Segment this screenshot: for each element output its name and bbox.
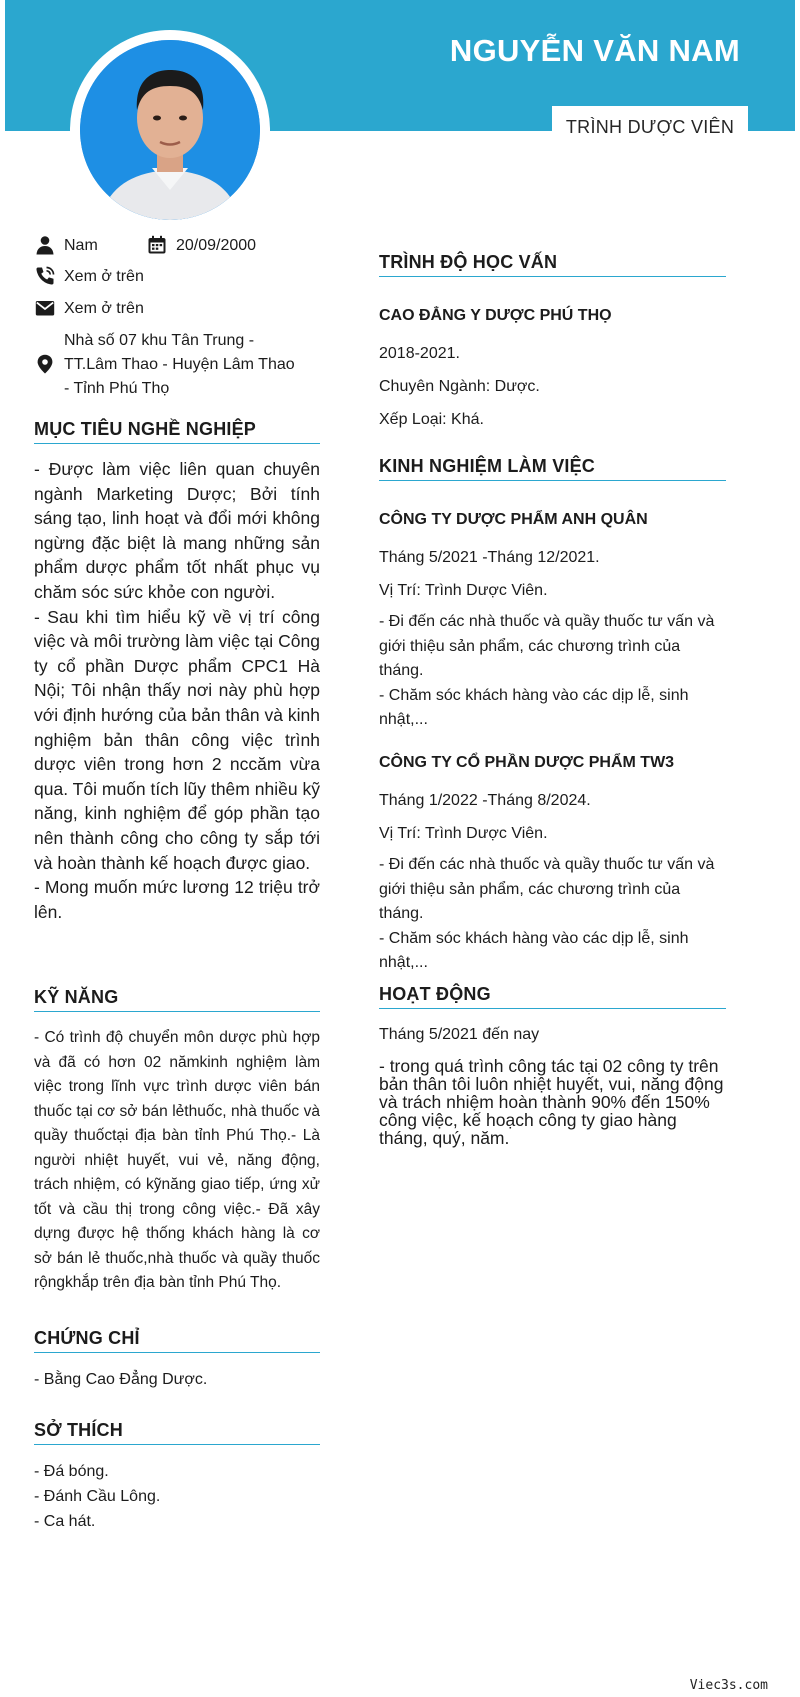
hobby-list <box>34 1459 160 1534</box>
experience-divider <box>379 480 726 481</box>
position-label: TRÌNH DƯỢC VIÊN <box>552 106 748 149</box>
job-role: Vị Trí: Trình Dược Viên. <box>379 582 548 599</box>
phone-value: Xem ở trên <box>64 268 144 285</box>
activities-period: Tháng 5/2021 đến nay <box>379 1026 540 1043</box>
job-duty: - Chăm sóc khách hàng vào các dịp lễ, sinh nhật,... <box>379 686 689 728</box>
hobbies-divider <box>34 1444 320 1445</box>
phone-icon <box>34 265 56 287</box>
birthdate-row <box>146 234 256 258</box>
email-value: Xem ở trên <box>64 300 144 317</box>
skills-text: - Có trình độ chuyển môn dược phù hợp và đã có hơn 02 nămkinh nghiệm làm việc trong lĩnh vực trình dược viên bán thuốc tại cơ sở bán lẻthuốc, nhà thuốc và quầy thuốctại địa bàn tỉnh Phú Thọ.- Là người nhiệt huyết, vui vẻ, năng động, trách nhiệm, có kỹnăng giao tiếp, ứng xử tốt và cầu thị trong công việc.- Đã xây dựng được hệ thống khách hàng là cơ sở bán lẻ thuốc,nhà thuốc và quầy thuốc rộngkhắp trên địa bàn tỉnh Phú Thọ. <box>34 1029 320 1291</box>
email-row <box>34 297 144 321</box>
job-role: Vị Trí: Trình Dược Viên. <box>379 825 548 842</box>
job-period: Tháng 5/2021 -Tháng 12/2021. <box>379 549 600 566</box>
calendar-icon <box>146 234 168 256</box>
job-company: CÔNG TY CỔ PHẦN DƯỢC PHẨM TW3 <box>379 754 675 771</box>
avatar <box>80 40 260 220</box>
education-rank: Xếp Loại: Khá. <box>379 411 484 428</box>
job-duty: - Chăm sóc khách hàng vào các dịp lễ, sinh nhật,... <box>379 929 689 971</box>
job-company: CÔNG TY DƯỢC PHẨM ANH QUÂN <box>379 511 648 528</box>
address-line: TT.Lâm Thao - Huyện Lâm Thao <box>64 356 295 373</box>
candidate-name: NGUYỄN VĂN NAM <box>449 33 740 68</box>
job-duties <box>379 610 726 733</box>
hobby-item: - Đá bóng. <box>34 1463 109 1480</box>
email-icon <box>34 297 56 319</box>
hobby-item: - Ca hát. <box>34 1513 96 1530</box>
education-divider <box>379 276 726 277</box>
person-icon <box>34 234 56 256</box>
education-period: 2018-2021. <box>379 345 460 362</box>
watermark: Viec3s.com <box>689 1678 768 1693</box>
certificates-divider <box>34 1352 320 1353</box>
birthdate-value: 20/09/2000 <box>176 237 257 254</box>
location-icon <box>34 353 56 375</box>
hobby-item: - Đánh Cầu Lông. <box>34 1488 161 1505</box>
certificate-item: - Bằng Cao Đẳng Dược. <box>34 1371 208 1388</box>
skills-divider <box>34 1011 320 1012</box>
job-duties <box>379 853 726 976</box>
address-row <box>34 329 295 401</box>
education-school: CAO ĐẲNG Y DƯỢC PHÚ THỌ <box>379 307 612 324</box>
objective-title: MỤC TIÊU NGHỀ NGHIỆP <box>34 419 257 439</box>
hobbies-title: SỞ THÍCH <box>34 1420 123 1440</box>
objective-paragraph: - Được làm việc liên quan chuyên ngành Marketing Dược; Bởi tính sáng tạo, linh hoạt và đổi mới không ngừng đặc biệt là mang những sản phẩm dược phẩm tốt nhất phục vụ chăm sóc sức khỏe con người. <box>34 459 320 602</box>
activities-divider <box>379 1008 726 1009</box>
activities-text: - trong quá trình công tác tại 02 công ty trên bản thân tôi luôn nhiệt huyết, vui, năng động và trách nhiệm hoàn thành 90% đến 150% công việc, kế hoạch công ty giao hàng tháng, quý, năm. <box>379 1056 724 1148</box>
avatar-photo <box>80 40 260 220</box>
address-line: Nhà số 07 khu Tân Trung - <box>64 332 255 349</box>
education-major: Chuyên Ngành: Dược. <box>379 378 540 395</box>
skills-title: KỸ NĂNG <box>34 987 119 1007</box>
activities-title: HOẠT ĐỘNG <box>379 984 491 1004</box>
address-value <box>64 329 295 401</box>
job-duty: - Đi đến các nhà thuốc và quầy thuốc tư vấn và giới thiệu sản phẩm, các chương trình của tháng. <box>379 613 715 679</box>
gender-row <box>34 234 98 258</box>
phone-row <box>34 265 144 289</box>
experience-title: KINH NGHIỆM LÀM VIỆC <box>379 456 596 476</box>
objective-paragraph: - Mong muốn mức lương 12 triệu trở lên. <box>34 877 320 922</box>
job-period: Tháng 1/2022 -Tháng 8/2024. <box>379 792 591 809</box>
objective-text <box>34 457 320 924</box>
certificates-title: CHỨNG CHỈ <box>34 1328 140 1348</box>
address-line: - Tỉnh Phú Thọ <box>64 380 170 397</box>
education-title: TRÌNH ĐỘ HỌC VẤN <box>379 252 558 272</box>
objective-paragraph: - Sau khi tìm hiểu kỹ về vị trí công việc và môi trường làm việc tại Công ty cổ phần Dược phẩm CPC1 Hà Nội; Tôi nhận thấy nơi này phù hợp với định hướng của bản thân và kinh nghiệm bản thân công việc trình dược viên trong hơn 2 nccăm vừa qua. Tôi muốn tích lũy thêm nhiều kỹ năng, kinh nghiệm để góp phần tạo nên thành công cho công ty sắp tới và hoàn thành kế hoạch được giao. <box>34 606 320 873</box>
gender-value: Nam <box>64 237 98 254</box>
objective-divider <box>34 443 320 444</box>
job-duty: - Đi đến các nhà thuốc và quầy thuốc tư vấn và giới thiệu sản phẩm, các chương trình của tháng. <box>379 856 715 922</box>
